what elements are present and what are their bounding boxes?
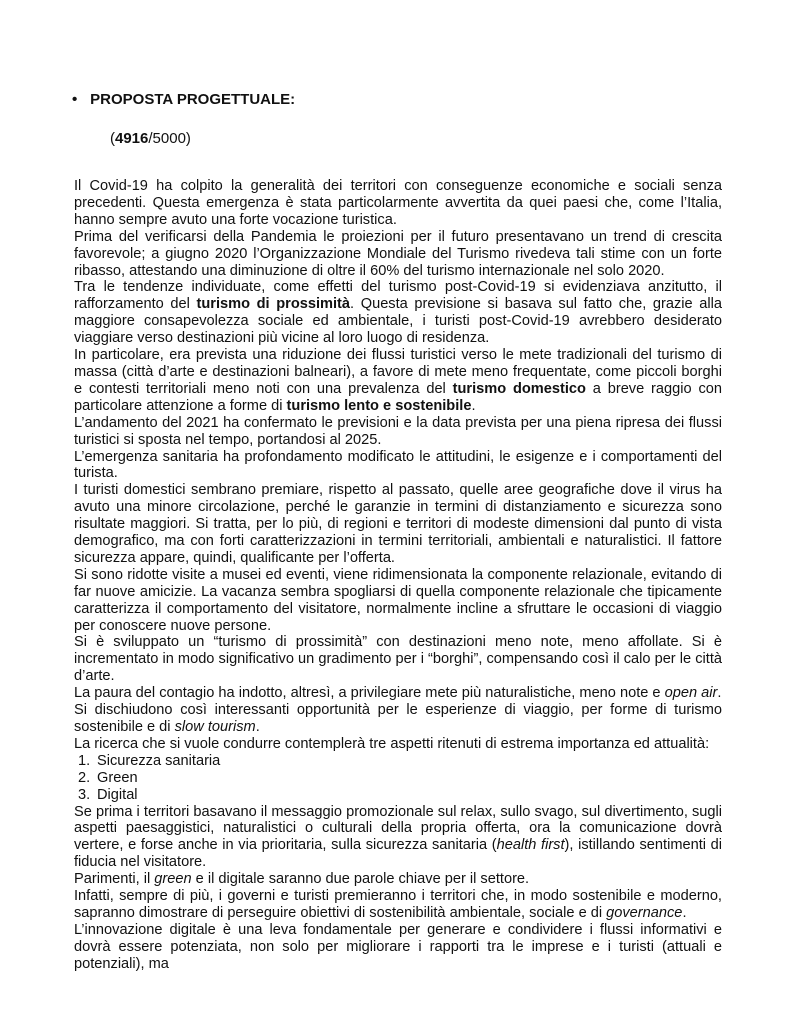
text-run: Infatti, sempre di più, i governi e turisti premieranno i territori che, in modo sostenibile e moderno, sapranno dimostrare di perseguire obiettivi di sostenibilità ambientale, sociale e di [74,888,722,921]
list-item-number: 1. [78,752,91,769]
paragraph [74,888,722,922]
text-run: In particolare, era prevista una riduzione dei flussi turistici verso le mete tradizionali del turismo di massa (città d’arte e destinazioni balneari), a favore di mete meno frequentate, come piccoli borghi e contesti territoriali meno noti con una prevalenza del [74,347,722,397]
bold-text: turismo domestico [452,380,586,397]
paragraph [74,922,722,973]
paragraph [74,634,722,685]
italic-text: health first [496,837,565,854]
list-item [74,770,722,787]
character-count-limit: /5000) [148,130,191,147]
paragraph [74,567,722,635]
paragraphs-after-list [74,804,722,973]
paragraph [74,178,722,229]
paragraph [74,347,722,415]
text-run: Si sono ridotte visite a musei ed eventi, viene ridimensionata la componente relazionale, evitando di far nuove amicizie. La vacanza sembra spogliarsi di quella componente relazionale che tipicamente caratterizza il comportamento del visitatore, normalmente incline a sfruttare le occasioni di viaggio per conoscere nuove persone. [74,566,722,634]
text-run: La paura del contagio ha indotto, altresì, a privilegiare mete più naturalistiche, meno note e [74,685,665,702]
paragraph [74,685,722,702]
list-item-label: Sicurezza sanitaria [97,752,221,769]
paragraph [74,229,722,280]
bullet-point: • [72,91,78,108]
text-run: Tra le tendenze individuate, come effetti del turismo post-Covid-19 si evidenziava anzitutto, il rafforzamento del [74,279,722,313]
list-item-number: 3. [78,786,91,803]
list-item [74,787,722,804]
text-run: Prima del verificarsi della Pandemia le proiezioni per il futuro presentavano un trend di crescita favorevole; a giugno 2020 l’Organizzazione Mondiale del Turismo rivedeva tali stime con un forte ribasso, attestando una diminuzione di oltre il 60% del turismo internazionale nel solo 2020. [74,228,722,279]
text-run: Parimenti, il [74,871,155,888]
aspects-list [74,753,722,804]
text-run: . [255,719,260,735]
paragraph [74,279,722,347]
text-run: . Questa previsione si basava sul fatto che, grazie alla maggiore consapevolezza sociale ed ambientale, i turisti post-Covid-19 avrebbero desiderato viaggiare verso destinazioni più vicine al loro luogo di residenza. [74,296,722,347]
paragraphs-before-list [74,178,722,753]
bold-text: turismo lento e sostenibile [286,397,472,414]
text-run: L’innovazione digitale è una leva fondamentale per generare e condividere i flussi informativi e dovrà essere potenziata, non solo per migliorare i rapporti tra le imprese e i turisti (attuali e potenziali), ma [74,921,722,972]
text-run: I turisti domestici sembrano premiare, rispetto al passato, quelle aree geografiche dove il virus ha avuto una minore circolazione, perché le garanzie in termini di distanziamento e sicurezza sono risultate maggiori. Si tratta, per lo più, di regioni e territori di modeste dimensioni dal punto di vista demografico, ma con forti caratterizzazioni in termini territoriali, ambientali e naturalistici. Il fattore sicurezza appare, quindi, qualificante per l’offerta. [74,482,722,566]
character-count [110,130,191,147]
paragraph [74,736,722,753]
italic-text: green [154,871,192,888]
italic-text: open air [664,685,718,702]
body-text [74,178,722,973]
text-run: Si dischiudono così interessanti opportunità per le esperienze di viaggio, per forme di turismo sostenibile e di [74,702,722,735]
text-run: L’emergenza sanitaria ha profondamento modificato le attitudini, le esigenze e i comportamenti del turista. [74,448,722,482]
section-heading [72,91,295,108]
text-run: L’andamento del 2021 ha confermato le previsioni e la data prevista per una piena ripresa dei flussi turistici si sposta nel tempo, portandosi al 2025. [74,414,722,448]
paragraph [74,871,722,888]
bold-text: turismo di prossimità [196,296,351,313]
text-run: Si è sviluppato un “turismo di prossimità” con destinazioni meno note, meno affollate. Si è incrementato in modo significativo un gradimento per i “borghi”, compensando così il calo per le città d’arte. [74,634,722,685]
character-count-open: ( [110,130,115,147]
paragraph [74,482,722,567]
italic-text: slow tourism [174,719,256,735]
list-item-label: Digital [97,786,138,803]
text-run: Se prima i territori basavano il messaggio promozionale sul relax, sullo svago, sul divertimento, sugli aspetti paesaggistici, naturalistici o culturali della propria offerta, ora la comunicazione dovrà vertere, e forse anche in via prioritaria, sulla sicurezza sanitaria ( [74,803,722,854]
list-item-number: 2. [78,769,91,786]
text-run: a breve raggio con particolare attenzione a forme di [74,380,722,414]
paragraph [74,804,722,872]
text-run: Il Covid-19 ha colpito la generalità dei territori con conseguenze economiche e sociali senza precedenti. Questa emergenza è stata particolarmente avvertita da quei paesi che, come l’Italia, hanno sempre avuto una forte vocazione turistica. [74,178,722,228]
text-run: . [471,397,476,414]
character-count-current: 4916 [115,130,149,147]
text-run: . [717,685,722,702]
text-run: . [682,904,687,921]
list-item [74,753,722,770]
italic-text: governance [606,904,683,921]
paragraph [74,415,722,449]
text-run: ), istillando sentimenti di fiducia nel visitatore. [74,837,722,871]
text-run: e il digitale saranno due parole chiave per il settore. [191,871,530,888]
list-item-label: Green [97,769,138,786]
paragraph [74,702,722,736]
paragraph [74,449,722,483]
section-title: PROPOSTA PROGETTUALE: [90,91,296,108]
text-run: La ricerca che si vuole condurre contemplerà tre aspetti ritenuti di estrema importanza ed attualità: [74,735,710,752]
